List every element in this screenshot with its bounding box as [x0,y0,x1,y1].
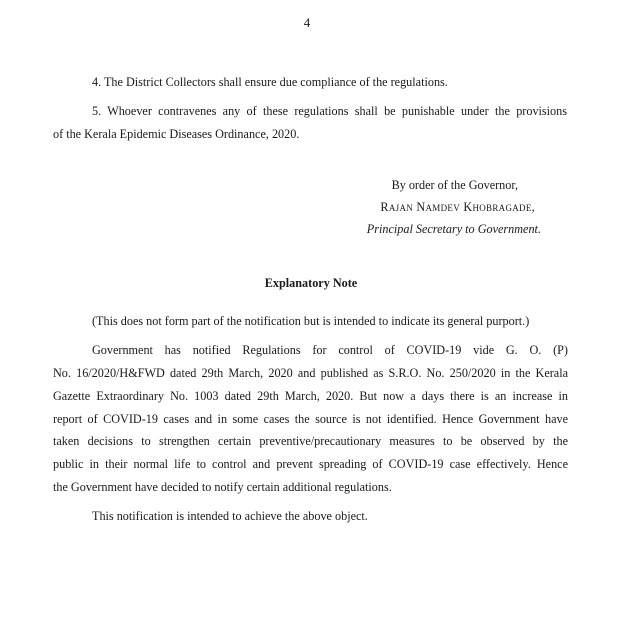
note-body-line: report of COVID-19 cases and in some cases the source is not identified. Hence Government have [53,412,568,426]
signature-order: By order of the Governor, [391,178,518,192]
note-body-line: the Government have decided to notify certain additional regulations. [53,480,392,494]
regulation-5-line-1: 5. Whoever contravenes any of these regulations shall be punishable under the provisions [92,104,567,118]
explanatory-note-closing: This notification is intended to achieve the above object. [92,509,368,523]
note-body-line: Government has notified Regulations for control of COVID-19 vide G. O. (P) [92,343,568,357]
note-body-line: No. 16/2020/H&FWD dated 29th March, 2020 and published as S.R.O. No. 250/2020 in the Kerala [53,366,568,380]
signature-title: Principal Secretary to Government. [366,222,541,236]
page-number: 4 [303,15,311,30]
explanatory-note-heading: Explanatory Note [264,276,358,290]
signature-name: Rajan Namdev Khobragade, [380,200,535,214]
regulation-4: 4. The District Collectors shall ensure due compliance of the regulations. [92,75,448,89]
note-body-line: public in their normal life to control and prevent spreading of COVID-19 case effectively. Hence [53,457,568,471]
note-body-line: Gazette Extraordinary No. 1003 dated 29th March, 2020. But now a days there is an increase in [53,389,568,403]
explanatory-note-purport: (This does not form part of the notification but is intended to indicate its general purport.) [92,314,530,328]
regulation-5-line-2: of the Kerala Epidemic Diseases Ordinance, 2020. [53,127,300,141]
note-body-line: taken decisions to strengthen certain preventive/precautionary measures to be observed by the [53,434,568,448]
